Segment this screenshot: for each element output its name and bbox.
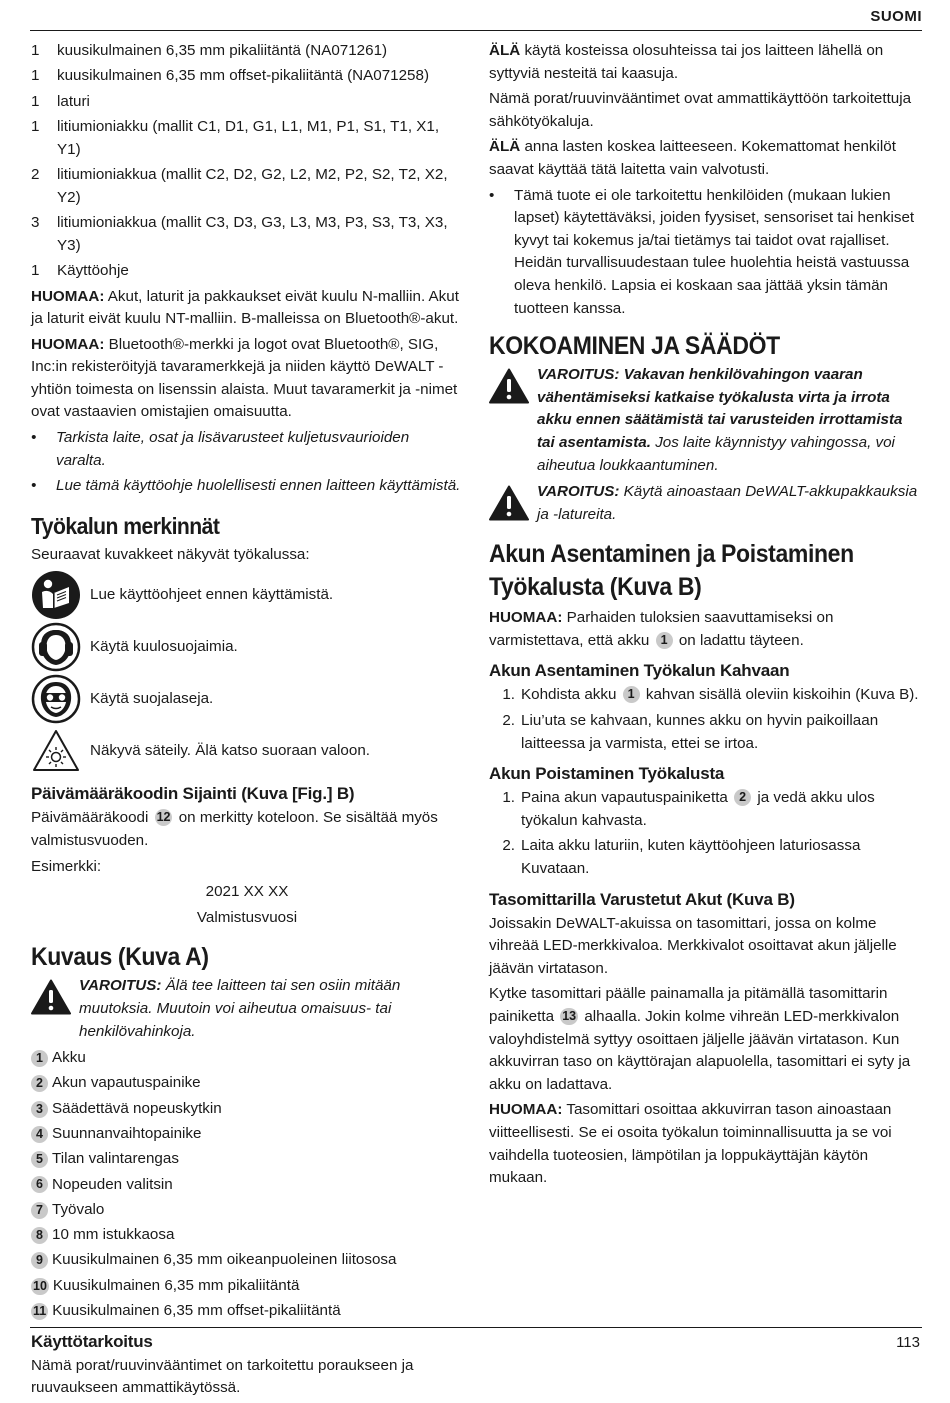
page-number: 113 [896, 1334, 920, 1351]
header-rule [30, 30, 922, 31]
contents-item: 1 Käyttöohje [31, 262, 129, 280]
read-manual-icon [31, 570, 81, 620]
install-steps [489, 684, 923, 755]
example-caption: Valmistusvuosi [196, 908, 298, 926]
footer-rule [30, 1327, 922, 1328]
list-item: 3 Säädettävä nopeuskytkin [31, 1098, 463, 1121]
list-item: 1 Akku [31, 1047, 463, 1070]
part-number-badge: 2 [31, 1075, 48, 1092]
symbol-row: Näkyvä säteily. Älä katso suoraan valoon. [31, 725, 463, 777]
intended-use-heading: Käyttötarkoitus [31, 1331, 153, 1351]
part-number-badge: 6 [31, 1176, 48, 1193]
part-number-badge: 12 [156, 810, 171, 825]
warning-icon [489, 481, 537, 526]
package-contents [31, 40, 463, 283]
bullet-item: • Tarkista laite, osat ja lisävarusteet kuljetusvaurioiden varalta. [31, 429, 410, 469]
symbol-row: Käytä kuulosuojaimia. [31, 621, 463, 673]
language-label: SUOMI [870, 8, 922, 25]
example-label: Esimerkki: [31, 857, 102, 875]
example-code: 2021 XX XX [205, 883, 289, 901]
list-item: 2. Laita akku laturiin, kuten käyttöohjeen laturiosassa Kuvataan. [502, 837, 861, 878]
battery-heading-line2: Työkalusta (Kuva B) [489, 573, 702, 602]
part-number-badge: 3 [31, 1101, 48, 1118]
markings-intro: Seuraavat kuvakkeet näkyvät työkalussa: [31, 545, 310, 563]
part-number-badge: 1 [623, 686, 640, 703]
note-trademarks: HUOMAA: Bluetooth®-merkki ja logot ovat Bluetooth®, SIG, Inc:in rekisteröityjä tavaramerkkejä ja niiden käyttö DeWALT -yhtiön toimesta on lisenssin alaista. Muut tavaramerkit ja -nimet ovat vastaavien omistajien omaisuutta. [31, 335, 458, 421]
list-item: 11 Kuusikulmainen 6,35 mm offset-pikaliitäntä [33, 1302, 341, 1320]
battery-only-warning: VAROITUS: Käytä ainoastaan DeWALT-akkupakkauksia ja -latureita. [489, 481, 923, 526]
parts-list [31, 1047, 463, 1322]
visible-radiation-icon [31, 726, 81, 776]
list-item: 2 Akun vapautuspainike [31, 1072, 463, 1095]
ear-protection-icon [31, 622, 81, 672]
list-item: 6 Nopeuden valitsin [31, 1174, 463, 1197]
bullet-item: • Tämä tuote ei ole tarkoitettu henkilöiden (mukaan lukien lapset) käytettäväksi, joiden fyysiset, sensoriset tai henkiset kyvyt tai kokemus ja/tai tietämys tai taidot ovat rajalliset. Heidän turvallisuudestaan tulee huolehtia heistä vastuussa oleva henkilö. Lapsia ei koskaan saa jättää yksin tämän tuotteen kanssa. [489, 186, 915, 317]
list-item: 7 Työvalo [31, 1199, 463, 1222]
install-heading: Akun Asentaminen Työkalun Kahvaan [489, 661, 790, 681]
part-number-badge: 1 [31, 1050, 48, 1067]
ala-moisture: ÄLÄ käytä kosteissa olosuhteissa tai jos laitteen lähellä on syttyviä nesteitä tai kaasuja. [489, 42, 884, 82]
symbol-row: Lue käyttöohjeet ennen käyttämistä. [31, 569, 463, 621]
list-item: 1. Paina akun vapautuspainiketta 2 ja vedä akku ulos työkalun kahvasta. [502, 789, 875, 829]
battery-heading-line1: Akun Asentaminen ja Poistaminen [489, 540, 854, 569]
gauge-heading: Tasomittarilla Varustetut Akut (Kuva B) [489, 889, 795, 909]
warning-icon [31, 975, 79, 1043]
part-number-badge: 8 [31, 1227, 48, 1244]
contents-item: 3 litiumioniakkua (mallit C3, D3, G3, L3, M3, P3, S3, T3, X3, Y3) [31, 214, 448, 254]
part-number-badge: 2 [734, 789, 751, 806]
datecode-heading: Päivämääräkoodin Sijainti (Kuva [Fig.] B) [31, 784, 355, 804]
part-number-badge: 7 [31, 1202, 48, 1219]
list-item: 1. Kohdista akku 1 kahvan sisällä oleviin kiskoihin (Kuva B). [502, 686, 919, 704]
contents-item: 1 kuusikulmainen 6,35 mm offset-pikaliitäntä (NA071258) [31, 67, 430, 85]
part-number-badge: 13 [562, 1009, 577, 1023]
warning-icon [489, 364, 537, 477]
right-column [489, 40, 923, 1193]
part-number-badge: 4 [31, 1126, 48, 1143]
description-heading: Kuvaus (Kuva A) [31, 943, 209, 972]
ala-children: ÄLÄ anna lasten koskea laitteeseen. Kokemattomat henkilöt saavat käyttää tätä laitetta vain valvotusti. [489, 138, 896, 178]
symbol-row: Käytä suojalaseja. [31, 673, 463, 725]
battery-note: HUOMAA: Parhaiden tuloksien saavuttamiseksi on varmistettava, että akku 1 on ladattu täyteen. [489, 609, 834, 649]
gauge-text-2: Kytke tasomittari päälle painamalla ja pitämällä tasomittarin painiketta 13 alhaalla. Jokin kolme vihreän LED-merkkivalon valoyhdistelmä syttyy osoittaen jäljelle jäävän virtatason. Kun akkuvirran taso on käyttörajan alapuolella, tasomittari ei syty ja akku on ladattava. [489, 985, 911, 1093]
part-number-badge: 11 [33, 1303, 47, 1318]
part-number-badge: 9 [31, 1252, 48, 1269]
gauge-note: HUOMAA: Tasomittari osoittaa akkuvirran tason ainoastaan viitteellisesti. Se ei osoita työkalun toiminnallisuutta ja se voi vaihdella tuoteosien, lämpötilan ja loppukäyttäjän käytön mukaan. [489, 1101, 892, 1187]
datecode-text: Päivämääräkoodi 12 on merkitty koteloon. Se sisältää myös valmistusvuoden. [31, 809, 438, 850]
note-models: HUOMAA: Akut, laturit ja pakkaukset eivät kuulu N-malliin. Akut ja laturit eivät kuulu NT-malliin. B-malleissa on Bluetooth®-akut. [31, 287, 459, 328]
contents-item: 1 litiumioniakku (mallit C1, D1, G1, L1, M1, P1, S1, T1, X1, Y1) [31, 118, 440, 158]
list-item: 5 Tilan valintarengas [31, 1148, 463, 1171]
assembly-heading: KOKOAMINEN JA SÄÄDÖT [489, 332, 780, 361]
list-item: 2. Liu’uta se kahvaan, kunnes akku on hyvin paikoillaan laitteessa ja varmista, ettei se irtoa. [502, 712, 879, 752]
contents-item: 2 litiumioniakkua (mallit C2, D2, G2, L2, M2, P2, S2, T2, X2, Y2) [31, 166, 448, 206]
list-item: 8 10 mm istukkaosa [31, 1224, 463, 1247]
contents-item: 1 laturi [31, 92, 90, 110]
gauge-text: Joissakin DeWALT-akuissa on tasomittari, jossa on kolme vihreää LED-merkkivaloa. Merkkivalot osoittavat akun jäljelle jäävän virtatason. [489, 914, 897, 977]
contents-item: 1 kuusikulmainen 6,35 mm pikaliitäntä (NA071261) [31, 42, 388, 59]
bullet-item: • Lue tämä käyttöohje huolellisesti ennen laitteen käyttämistä. [31, 477, 461, 495]
description-warning: VAROITUS: Älä tee laitteen tai sen osiin mitään muutoksia. Muutoin voi aiheutua omaisuus- tai henkilövahinkoja. [31, 975, 463, 1043]
part-number-badge: 5 [31, 1151, 48, 1168]
eye-protection-icon [31, 674, 81, 724]
part-number-badge: 10 [33, 1278, 47, 1293]
list-item: 9 Kuusikulmainen 6,35 mm oikeanpuoleinen liitososa [31, 1249, 463, 1272]
left-column [31, 40, 463, 1403]
list-item: 10 Kuusikulmainen 6,35 mm pikaliitäntä [33, 1276, 300, 1294]
assembly-warning: VAROITUS: Vakavan henkilövahingon vaaran vähentämiseksi katkaise työkalusta virta ja irrota akku ennen säätämistä tai varusteiden irrottamista tai asentamista. Jos laite käynnistyy vahingossa, voi aiheutua loukkaantuminen. [489, 364, 923, 477]
markings-heading: Työkalun merkinnät [31, 512, 220, 539]
list-item: 4 Suunnanvaihtopainike [31, 1123, 463, 1146]
pro-text: Nämä porat/ruuvinvääntimet ovat ammattikäyttöön tarkoitettuja sähkötyökaluja. [489, 90, 912, 130]
remove-heading: Akun Poistaminen Työkalusta [489, 764, 725, 784]
intended-use-text: Nämä porat/ruuvinvääntimet on tarkoitettu poraukseen ja ruuvaukseen ammattikäytössä. [31, 1356, 414, 1397]
part-number-badge: 1 [656, 632, 673, 649]
remove-steps [489, 787, 923, 880]
